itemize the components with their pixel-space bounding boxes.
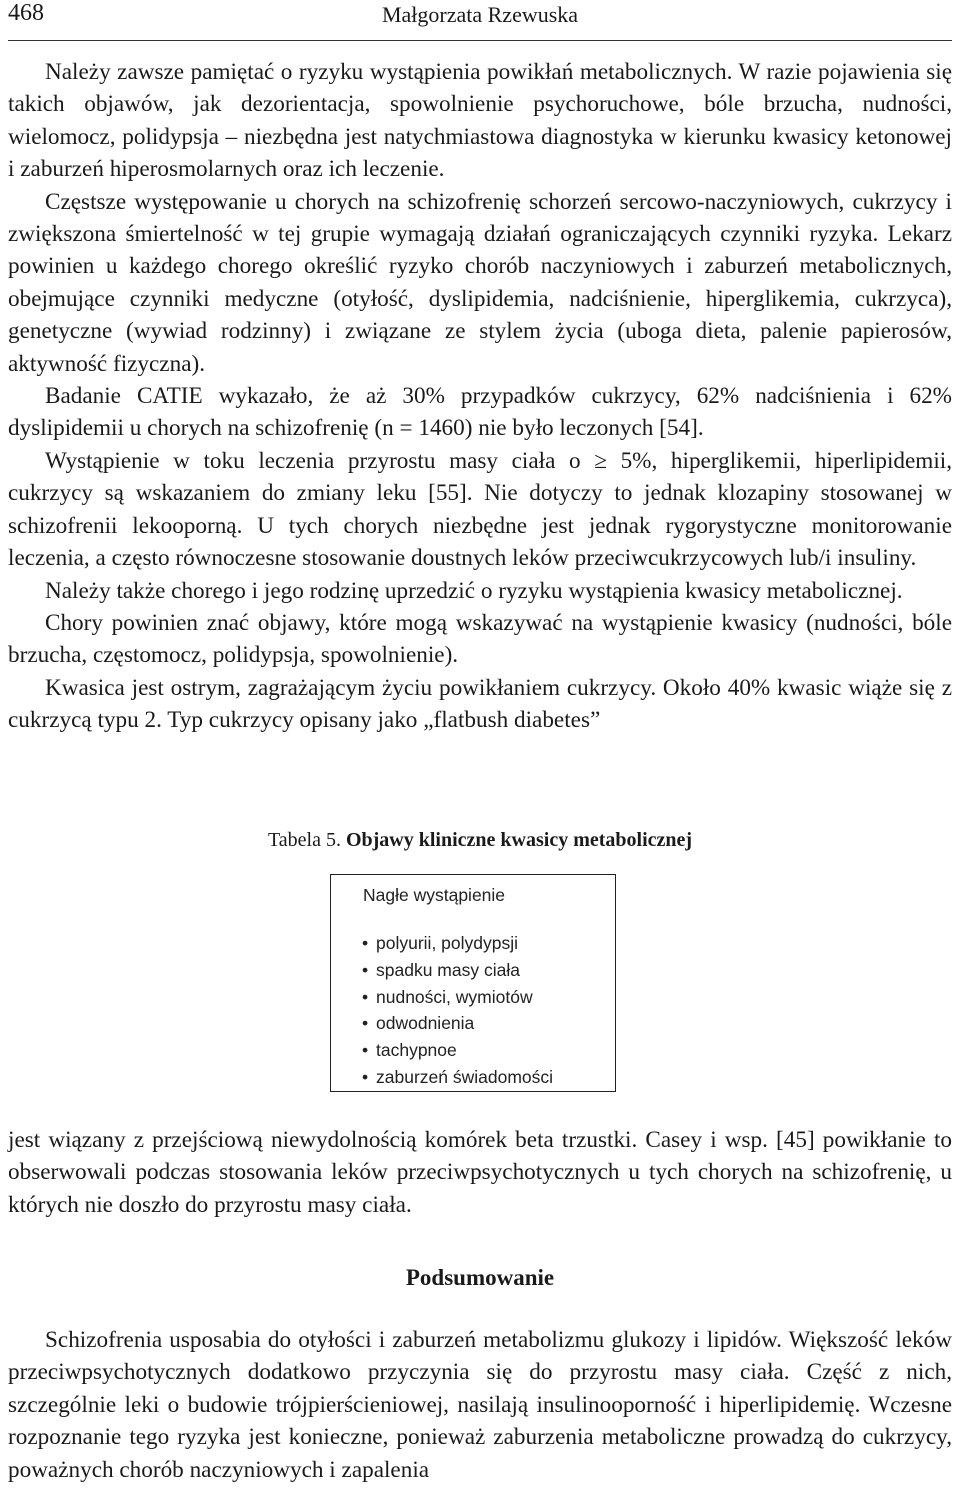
bullet-icon: • (362, 959, 369, 980)
bullet-icon: • (362, 1066, 369, 1087)
list-item (362, 957, 553, 984)
symptoms-table (330, 874, 616, 1092)
list-item (362, 1010, 553, 1037)
body-text-top (8, 56, 952, 737)
table-caption (0, 826, 960, 854)
section-heading: Podsumowanie (405, 1265, 555, 1290)
running-head-author: Małgorzata Rzewuska (381, 2, 579, 27)
list-item (362, 930, 553, 957)
bullet-icon: • (362, 1013, 369, 1034)
symptoms-list (362, 930, 553, 1091)
list-item-label: odwodnienia (376, 1013, 475, 1034)
paragraph: jest wiązany z przejściową niewydolnością komórek beta trzustki. Casey i wsp. [45] powikłanie to obserwowali podczas stosowania leków przeciwpsychotycznych u tych chorych na schizofrenię, u których nie doszło do przyrostu masy ciała. (8, 1127, 952, 1218)
list-item (362, 1064, 553, 1091)
table-caption-title: Objawy kliniczne kwasicy metabolicznej (345, 829, 693, 851)
list-item (362, 984, 553, 1011)
list-item (362, 1037, 553, 1064)
list-item-label: spadku masy ciała (376, 959, 520, 980)
paragraph: Należy także chorego i jego rodzinę uprzedzić o ryzyku wystąpienia kwasicy metabolicznej. (45, 577, 903, 604)
paragraph: Schizofrenia usposabia do otyłości i zaburzeń metabolizmu glukozy i lipidów. Większość leków przeciwpsychotycznych dodatkowo przyczynia się do przyrostu masy ciała. Część z nich, szczególnie leki o budowie trójpierścieniowej, nasilają insulinooporność i hiperlipidemię. Wczesne rozpoznanie tego ryzyka jest konieczne, ponieważ zaburzenia metaboliczne prowadzą do cukrzycy, poważnych chorób naczyniowych i zapalenia (8, 1327, 952, 1483)
body-text-middle (8, 1124, 952, 1221)
paragraph: Kwasica jest ostrym, zagrażającym życiu powikłaniem cukrzycy. Około 40% kwasic wiąże się z cukrzycą typu 2. Typ cukrzycy opisany jako „flatbush diabetes” (8, 674, 952, 734)
bullet-icon: • (362, 933, 369, 953)
table-heading: Nagłe wystąpienie (363, 885, 506, 905)
table-caption-prefix: Tabela 5. (267, 829, 341, 851)
bullet-icon: • (362, 986, 369, 1007)
body-text-summary (8, 1324, 952, 1486)
list-item-label: zaburzeń świadomości (376, 1066, 554, 1087)
list-item-label: tachypnoe (376, 1040, 457, 1061)
list-item-label: polyurii, polydypsji (376, 933, 519, 953)
page-number: 468 (8, 0, 44, 26)
bullet-icon: • (362, 1040, 369, 1061)
paragraph: Należy zawsze pamiętać o ryzyku wystąpienia powikłań metabolicznych. W razie pojawienia się takich objawów, jak dezorientacja, spowolnienie psychoruchowe, bóle brzucha, nudności, wielomocz, polidypsja – niezbędna jest natychmiastowa diagnostyka w kierunku kwasicy ketonowej i zaburzeń hiperosmolarnych oraz ich leczenie. (8, 59, 952, 183)
paragraph: Chory powinien znać objawy, które mogą wskazywać na wystąpienie kwasicy (nudności, bóle brzucha, częstomocz, polidypsja, spowolnienie). (8, 609, 952, 669)
paragraph: Badanie CATIE wykazało, że aż 30% przypadków cukrzycy, 62% nadciśnienia i 62% dyslipidemii u chorych na schizofrenię (n = 1460) nie było leczonych [54]. (8, 383, 952, 442)
paragraph: Wystąpienie w toku leczenia przyrostu masy ciała o ≥ 5%, hiperglikemii, hiperlipidemii, cukrzycy są wskazaniem do zmiany leku [55]. Nie dotyczy to jednak klozapiny stosowanej w schizofrenii lekooporną. U tych chorych niezbędne jest jednak rygorystyczne monitorowanie leczenia, a często równoczesne stosowanie doustnych leków przeciwcukrzycowych lub/i insuliny. (8, 447, 952, 572)
list-item-label: nudności, wymiotów (376, 986, 533, 1007)
paragraph: Częstsze występowanie u chorych na schizofrenię schorzeń sercowo-naczyniowych, cukrzycy i zwiększona śmiertelność w tej grupie wymagają działań ograniczających czynniki ryzyka. Lekarz powinien u każdego chorego określić ryzyko chorób naczyniowych i zaburzeń metabolicznych, obejmujące czynniki medyczne (otyłość, dyslipidemia, nadciśnienie, hiperglikemia, cukrzyca), genetyczne (wywiad rodzinny) i związane ze stylem życia (uboga dieta, palenie papierosów, aktywność fizyczna). (8, 188, 952, 377)
page-header (8, 0, 952, 41)
